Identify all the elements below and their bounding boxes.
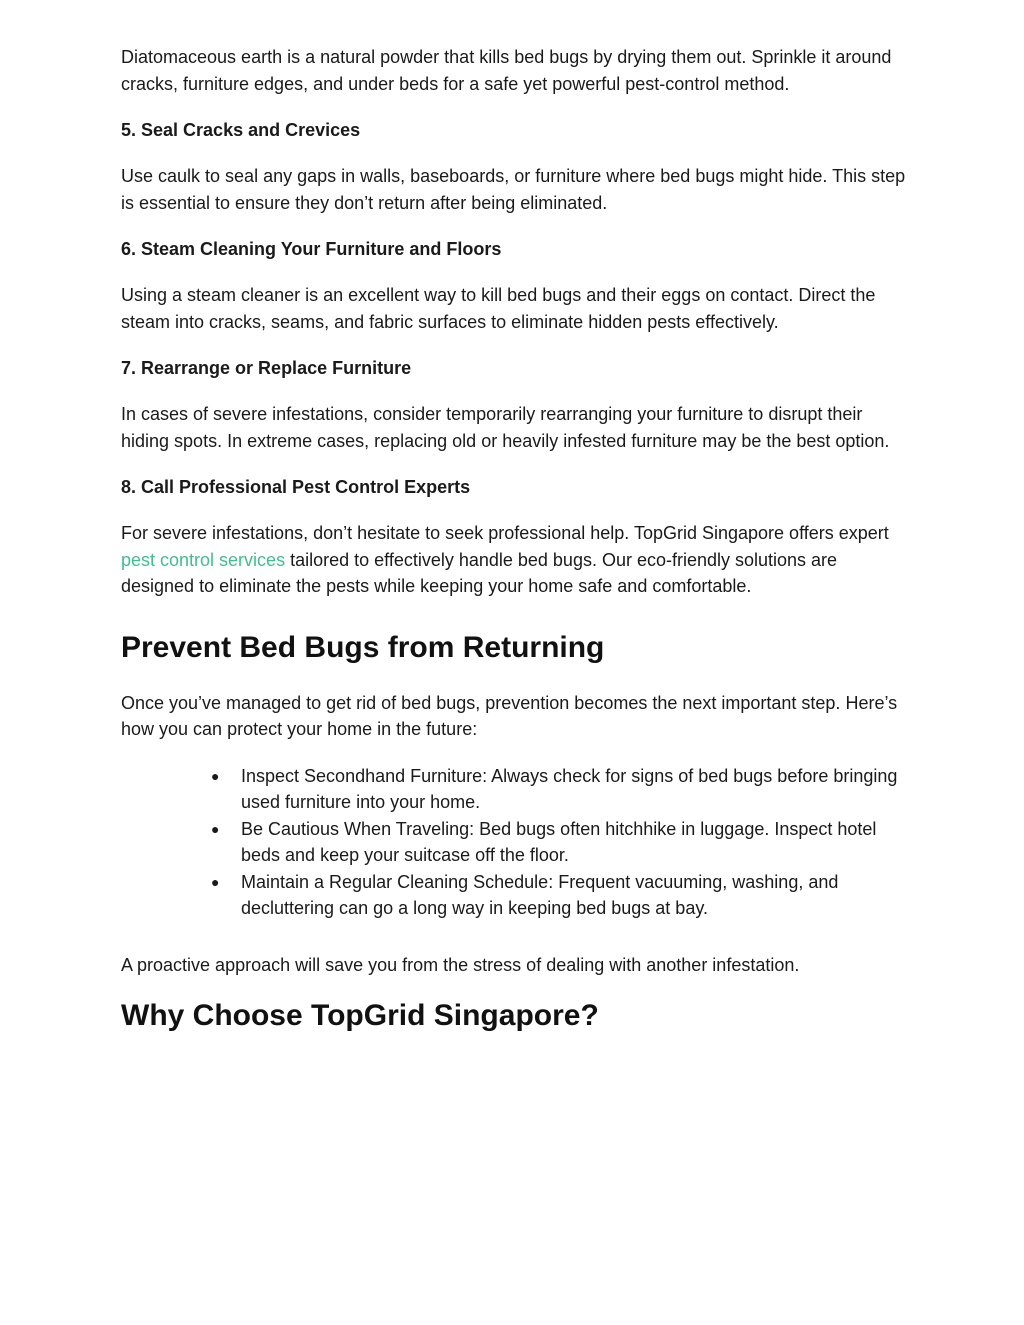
list-item bbox=[211, 869, 911, 922]
list-item-text: Inspect Secondhand Furniture: Always check for signs of bed bugs before bringing used furniture into your home. bbox=[241, 765, 898, 812]
prevent-heading: Prevent Bed Bugs from Returning bbox=[121, 630, 605, 664]
list-item bbox=[211, 763, 911, 816]
prevention-list bbox=[211, 763, 911, 922]
body-text-before-link: For severe infestations, don’t hesitate to seek professional help. TopGrid Singapore offers expert bbox=[121, 523, 889, 543]
body-text-after-link: tailored to effectively handle bed bugs. Our eco-friendly solutions are designed to eliminate the pests while keeping your home safe and comfortable. bbox=[121, 549, 838, 596]
section-heading-seal-cracks: 5. Seal Cracks and Crevices bbox=[121, 120, 361, 140]
pest-control-services-link[interactable]: pest control services bbox=[121, 549, 286, 570]
section-heading-rearrange-furniture: 7. Rearrange or Replace Furniture bbox=[121, 358, 412, 378]
section-body-rearrange-furniture: In cases of severe infestations, consider temporarily rearranging your furniture to disrupt their hiding spots. In extreme cases, replacing old or heavily infested furniture may be the best option. bbox=[121, 404, 890, 451]
section-heading-call-professionals: 8. Call Professional Pest Control Experts bbox=[121, 477, 471, 497]
prevent-intro: Once you’ve managed to get rid of bed bugs, prevention becomes the next important step. Here’s how you can protect your home in the future: bbox=[121, 692, 898, 739]
bullet-icon: ● bbox=[211, 767, 220, 784]
list-item-text: Be Cautious When Traveling: Bed bugs often hitchhike in luggage. Inspect hotel beds and keep your suitcase off the floor. bbox=[241, 818, 877, 865]
list-item-text: Maintain a Regular Cleaning Schedule: Frequent vacuuming, washing, and decluttering can go a long way in keeping bed bugs at bay. bbox=[241, 871, 839, 918]
prevent-closing: A proactive approach will save you from the stress of dealing with another infestation. bbox=[121, 954, 800, 975]
bullet-icon: ● bbox=[211, 820, 220, 837]
list-item bbox=[211, 816, 911, 869]
section-body-call-professionals bbox=[121, 520, 911, 600]
section-body-steam-cleaning: Using a steam cleaner is an excellent way to kill bed bugs and their eggs on contact. Direct the steam into cracks, seams, and fabric surfaces to eliminate hidden pests effectively. bbox=[121, 285, 876, 332]
document-page bbox=[121, 44, 911, 1034]
why-heading: Why Choose TopGrid Singapore? bbox=[121, 999, 599, 1032]
intro-paragraph: Diatomaceous earth is a natural powder that kills bed bugs by drying them out. Sprinkle it around cracks, furniture edges, and under beds for a safe yet powerful pest-control method. bbox=[121, 47, 892, 94]
section-body-seal-cracks: Use caulk to seal any gaps in walls, baseboards, or furniture where bed bugs might hide. This step is essential to ensure they don’t return after being eliminated. bbox=[121, 166, 906, 213]
bullet-icon: ● bbox=[211, 873, 220, 890]
section-heading-steam-cleaning: 6. Steam Cleaning Your Furniture and Floors bbox=[121, 239, 502, 259]
